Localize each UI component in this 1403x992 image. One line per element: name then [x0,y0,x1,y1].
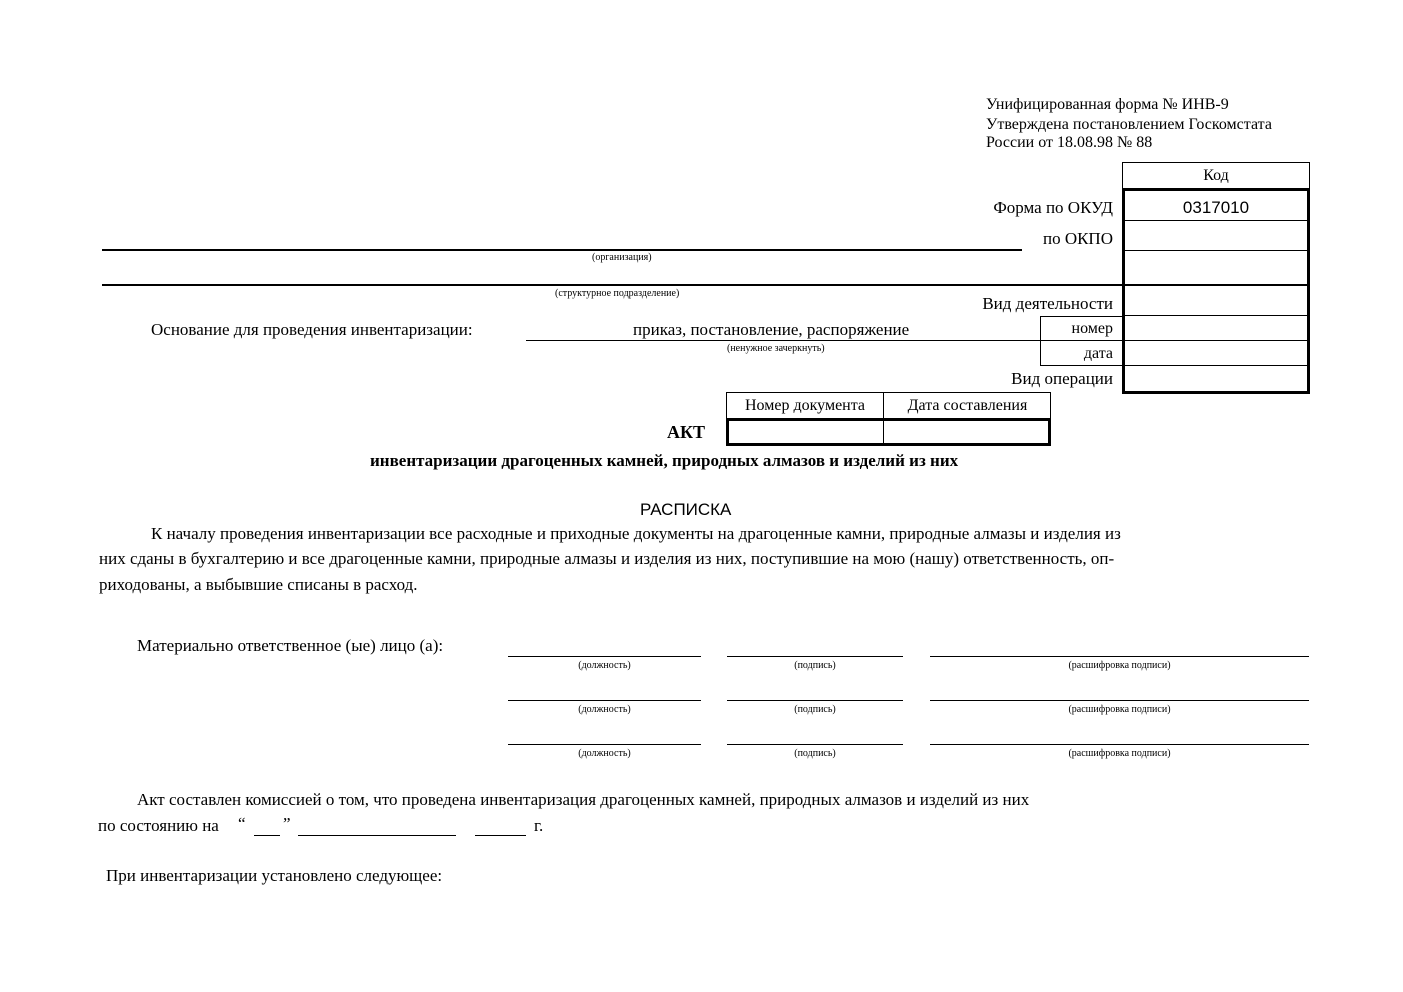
code-row-divider [1124,284,1308,286]
signature-decoding-caption: (расшифровка подписи) [1068,748,1171,759]
basis-line[interactable] [526,340,1040,341]
structural-unit-line[interactable] [102,284,1122,286]
position-line[interactable] [508,700,701,701]
okud-label: Форма по ОКУД [993,198,1113,217]
code-row-divider [1124,340,1308,341]
signature-decoding-line[interactable] [930,700,1309,701]
act-title: АКТ [667,422,706,442]
code-row-divider [1124,220,1308,221]
number-date-divider [1040,340,1124,341]
signature-caption: (подпись) [794,704,836,715]
code-row-divider [1124,315,1308,316]
signature-decoding-caption: (расшифровка подписи) [1068,660,1171,671]
responsible-persons-label: Материально ответственное (ые) лицо (а): [137,636,444,655]
position-line[interactable] [508,744,701,745]
month-field[interactable] [298,835,456,836]
code-header-label: Код [1203,167,1229,184]
position-line[interactable] [508,656,701,657]
signature-line[interactable] [727,656,903,657]
code-header-cell [1122,162,1310,190]
position-caption: (должность) [578,660,631,671]
receipt-text-line-1: К началу проведения инвентаризации все расходные и приходные документы на драгоценные камни, природные алмазы и изделия из [151,524,1121,543]
day-field[interactable] [254,835,280,836]
position-caption: (должность) [578,704,631,715]
code-row-divider [1124,250,1308,251]
receipt-text-line-2: них сданы в бухгалтерию и все драгоценные камни, природные алмазы и изделия из них, поступившие на мою (нашу) ответственность, оп- [99,549,1115,568]
commission-text: Акт составлен комиссией о том, что проведена инвентаризация драгоценных камней, природных алмазов и изделий из них [137,790,1030,809]
signature-caption: (подпись) [794,748,836,759]
basis-caption: (ненужное зачеркнуть) [727,343,825,354]
doc-number-header: Номер документа [744,397,866,414]
act-subtitle: инвентаризации драгоценных камней, природных алмазов и изделий из них [370,451,959,470]
year-suffix: г. [534,816,544,835]
position-caption: (должность) [578,748,631,759]
year-field[interactable] [475,835,526,836]
basis-label: Основание для проведения инвентаризации: [151,320,473,339]
form-number-line: Унифицированная форма № ИНВ-9 [986,96,1229,113]
receipt-heading: РАСПИСКА [640,500,732,519]
form-date-line: России от 18.08.98 № 88 [986,134,1153,151]
doc-date-header: Дата составления [907,397,1028,414]
number-label: номер [1071,320,1113,337]
basis-options: приказ, постановление, распоряжение [633,320,910,339]
form-approval-line: Утверждена постановлением Госкомстата [986,116,1272,133]
findings-label: При инвентаризации установлено следующее: [106,866,443,885]
close-quote: ” [283,814,291,833]
date-label: дата [1083,345,1113,362]
okpo-label: по ОКПО [1042,229,1113,248]
signature-line[interactable] [727,700,903,701]
signature-decoding-caption: (расшифровка подписи) [1068,704,1171,715]
receipt-text-line-3: риходованы, а выбывшие списаны в расход. [99,575,418,594]
as-of-label: по состоянию на [98,816,219,835]
structural-unit-caption: (структурное подразделение) [555,288,680,299]
activity-label: Вид деятельности [982,294,1113,313]
signature-line[interactable] [727,744,903,745]
operation-label: Вид операции [1011,369,1113,388]
open-quote: “ [238,814,246,833]
okud-code-value: 0317010 [1182,198,1250,217]
signature-caption: (подпись) [794,660,836,671]
organization-line[interactable] [102,249,1022,251]
signature-decoding-line[interactable] [930,656,1309,657]
doc-table-values[interactable] [726,418,1051,446]
organization-caption: (организация) [592,252,652,263]
signature-decoding-line[interactable] [930,744,1309,745]
code-row-divider [1124,365,1308,366]
